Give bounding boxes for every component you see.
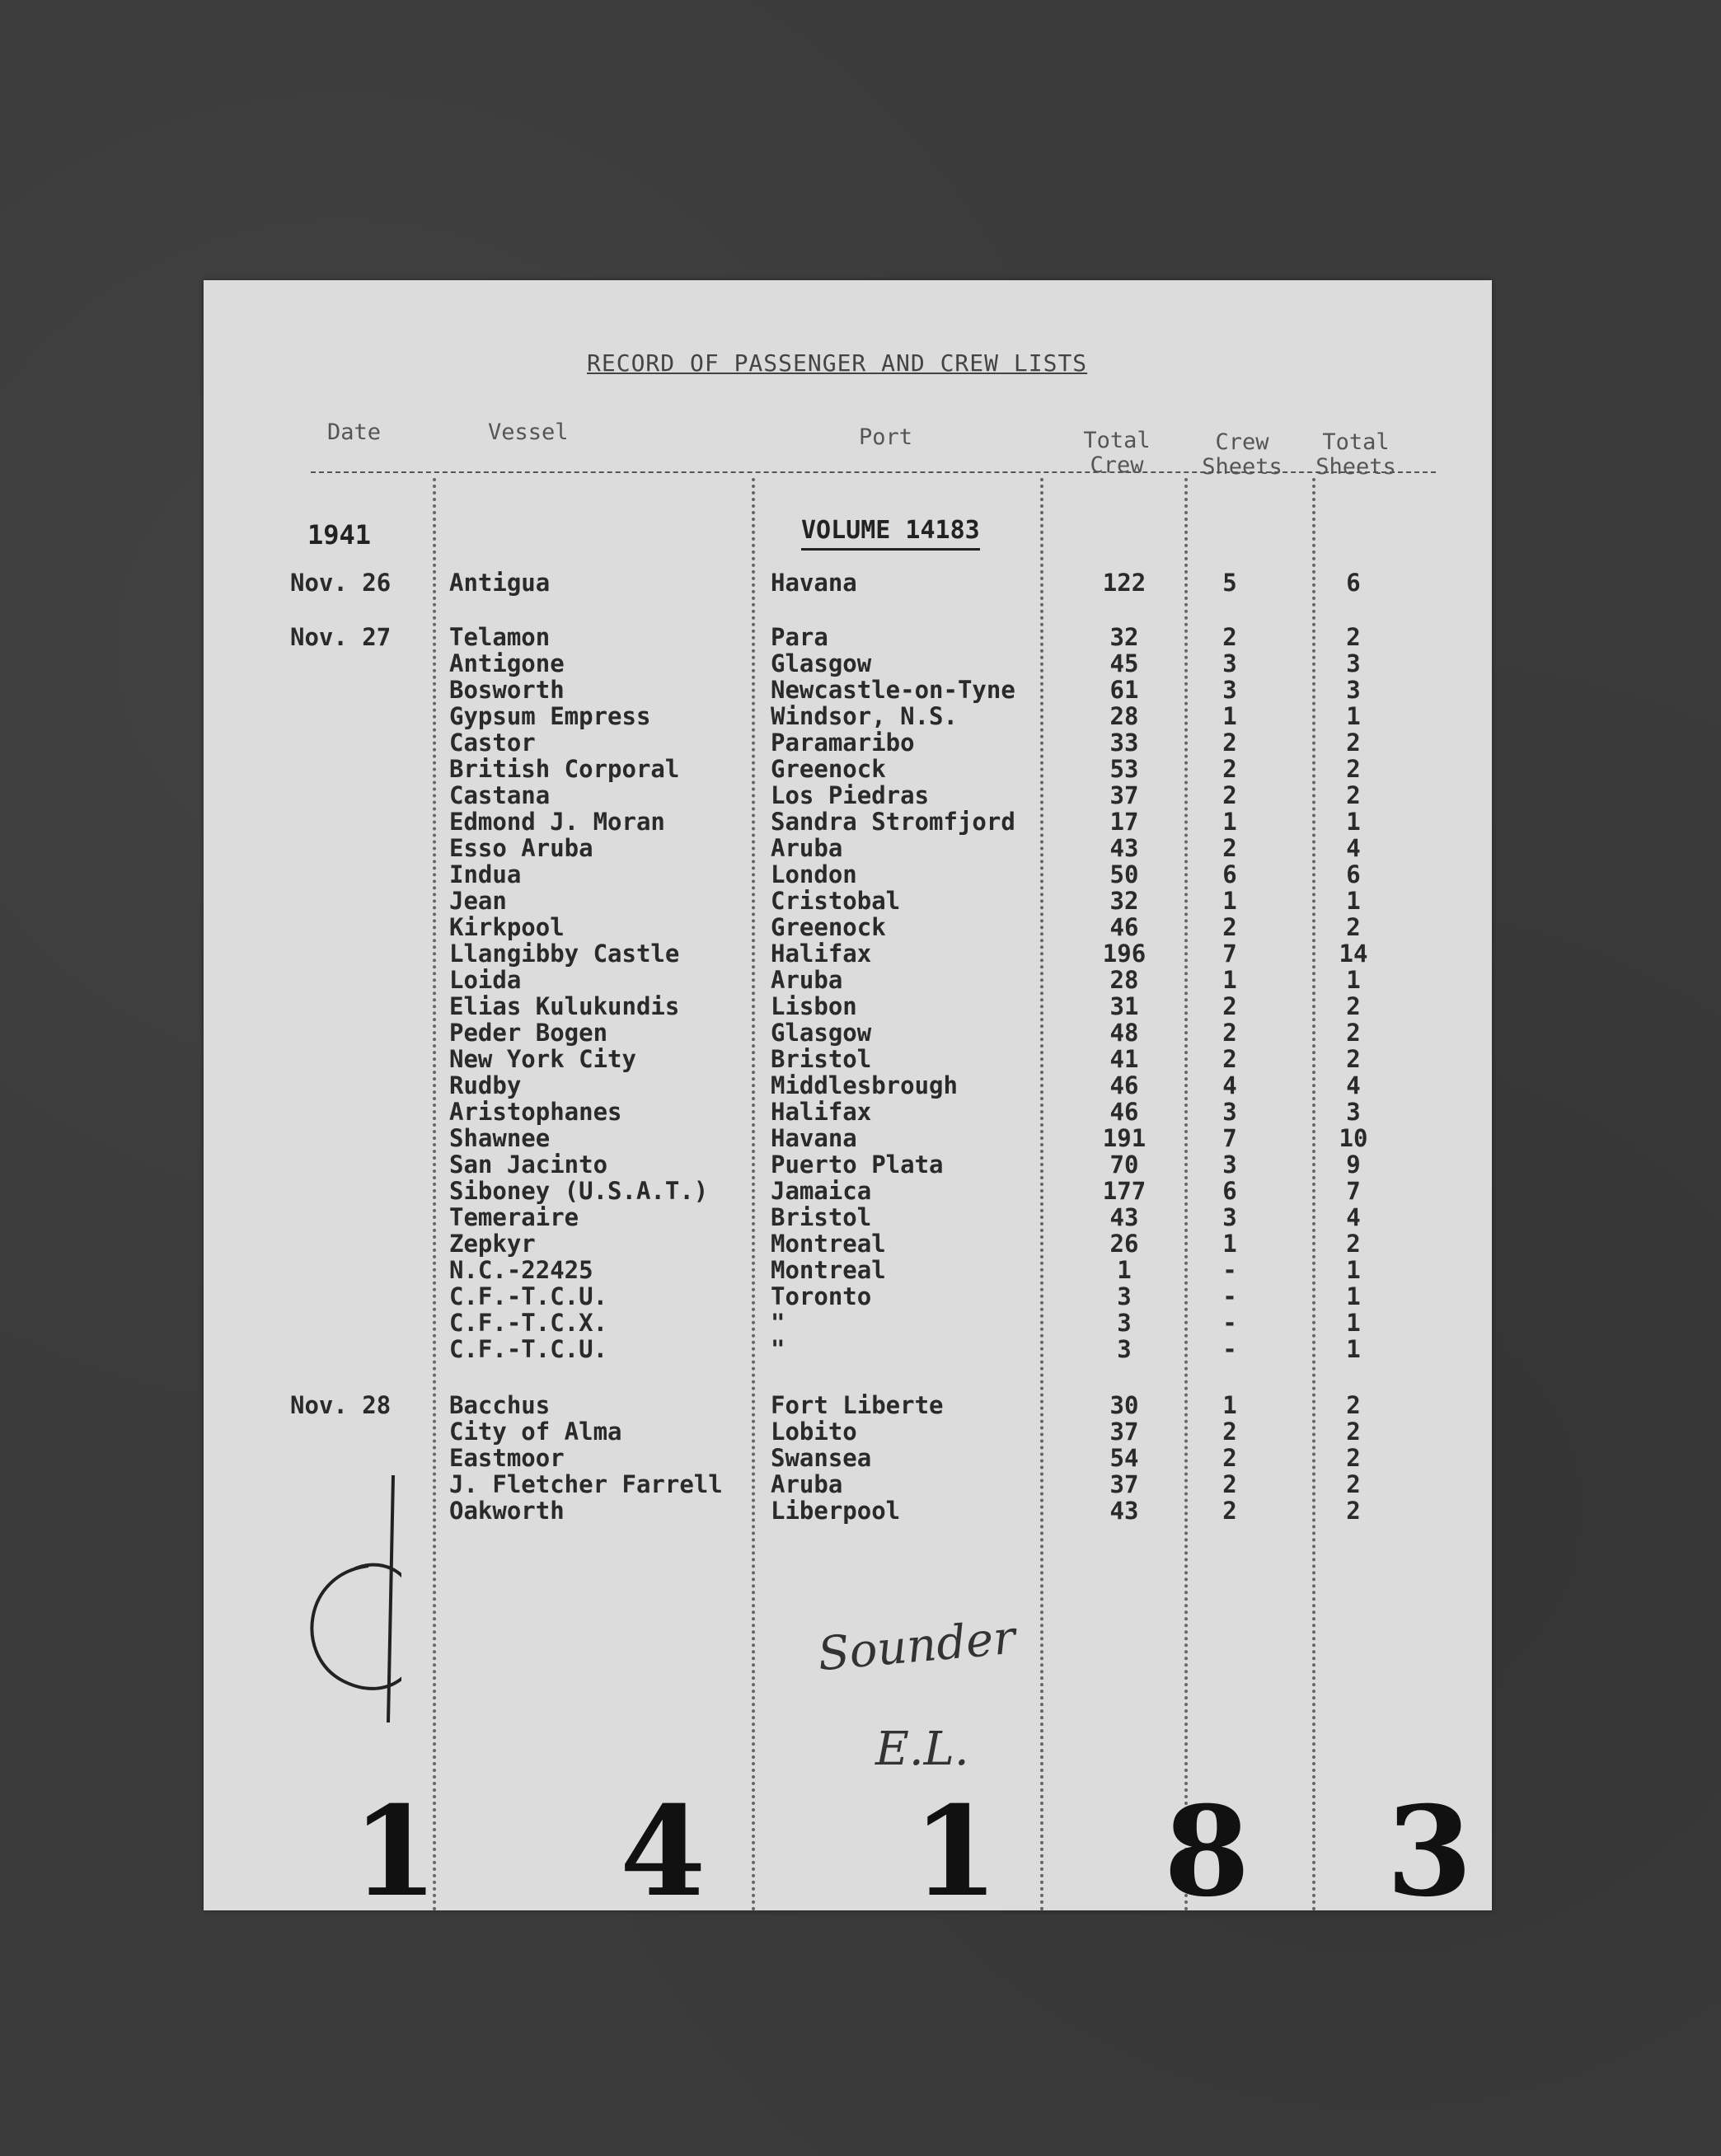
- row-crew-sheets: 2: [1222, 1418, 1237, 1446]
- row-total-sheets: 6: [1346, 860, 1361, 888]
- row-total-crew: 28: [1109, 966, 1139, 994]
- row-vessel: Loida: [449, 966, 522, 994]
- row-total-crew: 61: [1109, 676, 1139, 704]
- row-vessel: Kirkpool: [449, 913, 565, 941]
- row-total-crew: 3: [1117, 1309, 1132, 1337]
- row-total-sheets: 2: [1346, 1444, 1361, 1472]
- header-port: Port: [859, 424, 913, 450]
- row-total-crew: 33: [1109, 729, 1139, 757]
- row-total-crew: 53: [1109, 755, 1139, 783]
- row-port: Glasgow: [771, 1019, 872, 1047]
- row-total-crew: 37: [1109, 781, 1139, 809]
- row-vessel: New York City: [449, 1045, 636, 1073]
- row-vessel: Bacchus: [449, 1391, 551, 1419]
- row-total-crew: 37: [1109, 1470, 1139, 1498]
- row-port: Swansea: [771, 1444, 872, 1472]
- row-port: Greenock: [771, 755, 886, 783]
- row-port: Aruba: [771, 1470, 843, 1498]
- row-total-sheets: 2: [1346, 1019, 1361, 1047]
- row-total-crew: 122: [1102, 569, 1147, 597]
- row-total-crew: 50: [1109, 860, 1139, 888]
- footer-digit: 3: [1386, 1779, 1473, 1924]
- row-date: Nov. 26: [290, 569, 392, 597]
- header-date: Date: [327, 419, 382, 445]
- row-port: Windsor, N.S.: [771, 702, 958, 730]
- row-vessel: Indua: [449, 860, 522, 888]
- row-port: Montreal: [771, 1230, 886, 1258]
- row-date: Nov. 27: [290, 623, 392, 651]
- row-total-crew: 43: [1109, 1497, 1139, 1525]
- row-total-sheets: 1: [1346, 808, 1361, 836]
- row-port: Greenock: [771, 913, 886, 941]
- footer-digit: 1: [352, 1779, 438, 1924]
- row-port: Toronto: [771, 1282, 872, 1310]
- row-port: Fort Liberte: [771, 1391, 944, 1419]
- row-crew-sheets: 3: [1222, 676, 1237, 704]
- row-crew-sheets: 2: [1222, 1444, 1237, 1472]
- row-total-sheets: 2: [1346, 1470, 1361, 1498]
- row-vessel: C.F.-T.C.U.: [449, 1335, 608, 1363]
- row-crew-sheets: 5: [1222, 569, 1237, 597]
- row-port: Aruba: [771, 834, 843, 862]
- row-total-sheets: 4: [1346, 834, 1361, 862]
- row-vessel: Zepkyr: [449, 1230, 536, 1258]
- row-total-sheets: 2: [1346, 755, 1361, 783]
- row-total-sheets: 2: [1346, 623, 1361, 651]
- row-vessel: Temeraire: [449, 1203, 579, 1231]
- row-total-crew: 46: [1109, 913, 1139, 941]
- row-total-sheets: 4: [1346, 1071, 1361, 1099]
- row-total-sheets: 2: [1346, 992, 1361, 1020]
- row-vessel: C.F.-T.C.X.: [449, 1309, 608, 1337]
- row-crew-sheets: 2: [1222, 729, 1237, 757]
- row-vessel: N.C.-22425: [449, 1256, 593, 1284]
- row-crew-sheets: 7: [1222, 1124, 1237, 1152]
- document-page: [204, 280, 1492, 1924]
- row-vessel: Siboney (U.S.A.T.): [449, 1177, 709, 1205]
- header-crew-sheets-line1: Crew: [1215, 429, 1269, 455]
- row-crew-sheets: 3: [1222, 1098, 1237, 1126]
- row-port: London: [771, 860, 857, 888]
- row-total-sheets: 2: [1346, 781, 1361, 809]
- row-crew-sheets: 1: [1222, 1230, 1237, 1258]
- row-total-sheets: 1: [1346, 1256, 1361, 1284]
- row-total-crew: 46: [1109, 1098, 1139, 1126]
- row-total-crew: 70: [1109, 1151, 1139, 1179]
- row-total-crew: 45: [1109, 649, 1139, 677]
- row-total-crew: 41: [1109, 1045, 1139, 1073]
- handwritten-phi-mark: [270, 1475, 401, 1747]
- row-port: Cristobal: [771, 887, 901, 915]
- row-total-sheets: 1: [1346, 1335, 1361, 1363]
- year: 1941: [307, 519, 372, 551]
- header-total-sheets-line1: Total: [1322, 429, 1390, 455]
- row-vessel: Shawnee: [449, 1124, 551, 1152]
- row-crew-sheets: 1: [1222, 702, 1237, 730]
- row-crew-sheets: 2: [1222, 834, 1237, 862]
- row-port: Havana: [771, 1124, 857, 1152]
- row-total-sheets: 7: [1346, 1177, 1361, 1205]
- row-total-crew: 32: [1109, 623, 1139, 651]
- row-port: Lobito: [771, 1418, 857, 1446]
- row-vessel: Edmond J. Moran: [449, 808, 665, 836]
- row-total-sheets: 3: [1346, 676, 1361, 704]
- row-crew-sheets: 2: [1222, 992, 1237, 1020]
- row-crew-sheets: 2: [1222, 1470, 1237, 1498]
- header-total-sheets-line2: Sheets: [1315, 454, 1396, 480]
- row-crew-sheets: 1: [1222, 966, 1237, 994]
- row-total-sheets: 2: [1346, 1230, 1361, 1258]
- row-vessel: San Jacinto: [449, 1151, 608, 1179]
- row-total-sheets: 6: [1346, 569, 1361, 597]
- row-total-sheets: 1: [1346, 1282, 1361, 1310]
- row-total-sheets: 3: [1346, 649, 1361, 677]
- row-crew-sheets: 3: [1222, 649, 1237, 677]
- row-crew-sheets: 2: [1222, 1019, 1237, 1047]
- row-total-crew: 31: [1109, 992, 1139, 1020]
- row-vessel: Peder Bogen: [449, 1019, 608, 1047]
- row-port: Halifax: [771, 1098, 872, 1126]
- row-total-sheets: 14: [1339, 940, 1368, 968]
- column-divider: [433, 478, 436, 1912]
- row-vessel: Aristophanes: [449, 1098, 622, 1126]
- row-total-sheets: 2: [1346, 1497, 1361, 1525]
- row-crew-sheets: 3: [1222, 1151, 1237, 1179]
- row-total-sheets: 2: [1346, 1391, 1361, 1419]
- row-total-sheets: 2: [1346, 729, 1361, 757]
- row-total-sheets: 1: [1346, 1309, 1361, 1337]
- column-divider: [1184, 478, 1188, 1912]
- row-crew-sheets: 6: [1222, 1177, 1237, 1205]
- row-crew-sheets: 2: [1222, 623, 1237, 651]
- row-vessel: City of Alma: [449, 1418, 622, 1446]
- row-crew-sheets: 4: [1222, 1071, 1237, 1099]
- row-total-crew: 32: [1109, 887, 1139, 915]
- row-total-sheets: 2: [1346, 1045, 1361, 1073]
- row-total-crew: 191: [1102, 1124, 1147, 1152]
- row-total-crew: 196: [1102, 940, 1147, 968]
- row-total-crew: 43: [1109, 1203, 1139, 1231]
- volume-label: VOLUME 14183: [801, 516, 980, 551]
- row-total-sheets: 4: [1346, 1203, 1361, 1231]
- row-port: Bristol: [771, 1203, 872, 1231]
- row-crew-sheets: 3: [1222, 1203, 1237, 1231]
- row-total-sheets: 2: [1346, 1418, 1361, 1446]
- handwritten-signature: Sounder: [815, 1610, 1018, 1682]
- document-title: RECORD OF PASSENGER AND CREW LISTS: [587, 349, 1088, 377]
- row-total-sheets: 3: [1346, 1098, 1361, 1126]
- row-port: Aruba: [771, 966, 843, 994]
- row-port: Lisbon: [771, 992, 857, 1020]
- row-crew-sheets: 2: [1222, 913, 1237, 941]
- row-total-crew: 177: [1102, 1177, 1147, 1205]
- row-crew-sheets: 1: [1222, 1391, 1237, 1419]
- row-vessel: Jean: [449, 887, 507, 915]
- row-total-sheets: 2: [1346, 913, 1361, 941]
- row-vessel: Rudby: [449, 1071, 522, 1099]
- row-crew-sheets: 7: [1222, 940, 1237, 968]
- row-crew-sheets: 6: [1222, 860, 1237, 888]
- row-total-crew: 54: [1109, 1444, 1139, 1472]
- row-port: ": [771, 1335, 785, 1363]
- row-total-crew: 3: [1117, 1282, 1132, 1310]
- row-crew-sheets: 2: [1222, 755, 1237, 783]
- row-vessel: Bosworth: [449, 676, 565, 704]
- row-total-crew: 17: [1109, 808, 1139, 836]
- row-port: ": [771, 1309, 785, 1337]
- row-total-sheets: 1: [1346, 887, 1361, 915]
- row-crew-sheets: -: [1222, 1256, 1237, 1284]
- row-crew-sheets: -: [1222, 1309, 1237, 1337]
- row-port: Los Piedras: [771, 781, 930, 809]
- row-vessel: Gypsum Empress: [449, 702, 651, 730]
- row-crew-sheets: 2: [1222, 781, 1237, 809]
- row-crew-sheets: -: [1222, 1282, 1237, 1310]
- header-total-crew: [1063, 429, 1170, 478]
- row-crew-sheets: 1: [1222, 887, 1237, 915]
- row-total-sheets: 1: [1346, 966, 1361, 994]
- footer-digit: 4: [620, 1779, 706, 1924]
- header-vessel: Vessel: [488, 419, 569, 445]
- row-total-sheets: 10: [1339, 1124, 1368, 1152]
- row-port: Liberpool: [771, 1497, 901, 1525]
- row-vessel: Castana: [449, 781, 551, 809]
- row-total-crew: 43: [1109, 834, 1139, 862]
- row-port: Havana: [771, 569, 857, 597]
- row-port: Newcastle-on-Tyne: [771, 676, 1015, 704]
- column-divider: [1040, 478, 1043, 1912]
- row-total-crew: 37: [1109, 1418, 1139, 1446]
- row-vessel: J. Fletcher Farrell: [449, 1470, 723, 1498]
- row-vessel: Castor: [449, 729, 536, 757]
- row-vessel: British Corporal: [449, 755, 680, 783]
- header-crew-sheets-line2: Sheets: [1202, 454, 1283, 480]
- row-vessel: Esso Aruba: [449, 834, 593, 862]
- row-vessel: Oakworth: [449, 1497, 565, 1525]
- row-vessel: Elias Kulukundis: [449, 992, 680, 1020]
- row-total-crew: 26: [1109, 1230, 1139, 1258]
- row-total-crew: 30: [1109, 1391, 1139, 1419]
- header-total-crew-line1: Total: [1083, 428, 1151, 453]
- row-total-sheets: 9: [1346, 1151, 1361, 1179]
- header-total-crew-line2: Crew: [1090, 452, 1144, 478]
- row-port: Bristol: [771, 1045, 872, 1073]
- row-vessel: Antigua: [449, 569, 551, 597]
- row-port: Halifax: [771, 940, 872, 968]
- row-port: Para: [771, 623, 828, 651]
- row-port: Middlesbrough: [771, 1071, 958, 1099]
- row-total-crew: 3: [1117, 1335, 1132, 1363]
- footer-digit: 1: [912, 1779, 999, 1924]
- footer-digit: 8: [1164, 1779, 1250, 1924]
- row-port: Glasgow: [771, 649, 872, 677]
- row-total-sheets: 1: [1346, 702, 1361, 730]
- row-crew-sheets: 1: [1222, 808, 1237, 836]
- handwritten-initials: E.L.: [875, 1722, 969, 1776]
- row-port: Puerto Plata: [771, 1151, 944, 1179]
- row-port: Jamaica: [771, 1177, 872, 1205]
- row-total-crew: 28: [1109, 702, 1139, 730]
- row-date: Nov. 28: [290, 1391, 392, 1419]
- row-vessel: Llangibby Castle: [449, 940, 680, 968]
- row-port: Montreal: [771, 1256, 886, 1284]
- row-crew-sheets: -: [1222, 1335, 1237, 1363]
- column-divider: [752, 478, 755, 1912]
- header-rule: [311, 471, 1436, 473]
- row-total-crew: 46: [1109, 1071, 1139, 1099]
- row-vessel: Telamon: [449, 623, 551, 651]
- row-crew-sheets: 2: [1222, 1497, 1237, 1525]
- row-crew-sheets: 2: [1222, 1045, 1237, 1073]
- row-vessel: Antigone: [449, 649, 565, 677]
- row-total-crew: 1: [1117, 1256, 1132, 1284]
- row-total-crew: 48: [1109, 1019, 1139, 1047]
- row-port: Paramaribo: [771, 729, 915, 757]
- row-vessel: C.F.-T.C.U.: [449, 1282, 608, 1310]
- row-vessel: Eastmoor: [449, 1444, 565, 1472]
- row-port: Sandra Stromfjord: [771, 808, 1015, 836]
- column-divider: [1312, 478, 1315, 1912]
